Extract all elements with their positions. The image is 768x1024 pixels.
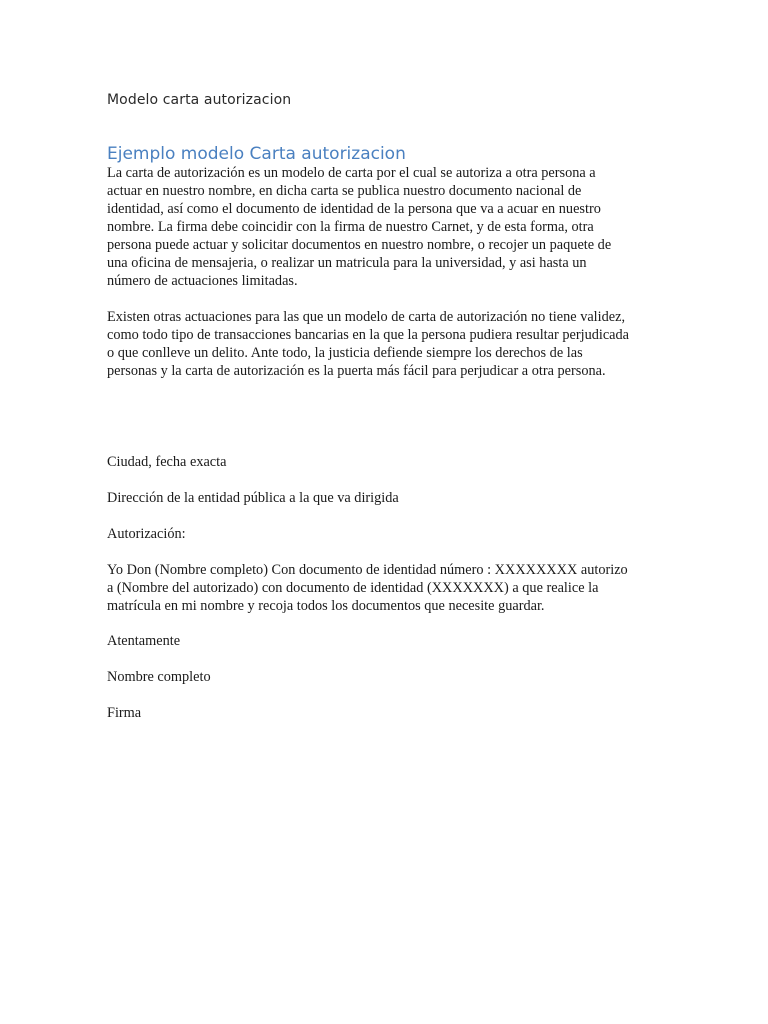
intro-line: identidad, así como el documento de identidad de la persona que va a acuar en nuestro bbox=[107, 201, 601, 217]
letter-name: Nombre completo bbox=[107, 669, 211, 685]
intro-line: persona puede actuar y solicitar documentos en nuestro nombre, o recojer un paquete de bbox=[107, 237, 612, 253]
intro-line: nombre. La firma debe coincidir con la firma de nuestro Carnet, y de esta forma, otra bbox=[107, 219, 594, 235]
second-line: personas y la carta de autorización es la puerta más fácil para perjudicar a otra persona. bbox=[107, 363, 606, 379]
second-paragraph bbox=[107, 308, 667, 380]
second-line: Existen otras actuaciones para las que un modelo de carta de autorización no tiene validez, bbox=[107, 309, 626, 325]
letter-city-date: Ciudad, fecha exacta bbox=[107, 454, 227, 470]
section-heading: Ejemplo modelo Carta autorizacion bbox=[107, 144, 406, 164]
letter-subject: Autorización: bbox=[107, 526, 186, 542]
second-line: o que conlleve un delito. Ante todo, la justicia defiende siempre los derechos de las bbox=[107, 345, 583, 361]
intro-line: actuar en nuestro nombre, en dicha carta se publica nuestro documento nacional de bbox=[107, 183, 582, 199]
letter-signature: Firma bbox=[107, 705, 142, 721]
letter-body-line: matrícula en mi nombre y recoja todos los documentos que necesite guardar. bbox=[107, 598, 545, 614]
intro-paragraph bbox=[107, 164, 667, 290]
document-title: Modelo carta autorizacion bbox=[107, 92, 292, 108]
letter-body-line: Yo Don (Nombre completo) Con documento de identidad número : XXXXXXXX autorizo bbox=[107, 562, 628, 578]
intro-line: una oficina de mensajeria, o realizar un matricula para la universidad, y asi hasta un bbox=[107, 255, 587, 271]
letter-closing: Atentamente bbox=[107, 633, 181, 649]
second-line: como todo tipo de transacciones bancarias en la que la persona pudiera resultar perjudicada bbox=[107, 327, 630, 343]
letter-body-line: a (Nombre del autorizado) con documento de identidad (XXXXXXX) a que realice la bbox=[107, 580, 599, 596]
intro-line: La carta de autorización es un modelo de carta por el cual se autoriza a otra persona a bbox=[107, 165, 596, 181]
letter-body bbox=[107, 561, 667, 615]
letter-address: Dirección de la entidad pública a la que va dirigida bbox=[107, 490, 399, 506]
intro-line: número de actuaciones limitadas. bbox=[107, 273, 298, 289]
